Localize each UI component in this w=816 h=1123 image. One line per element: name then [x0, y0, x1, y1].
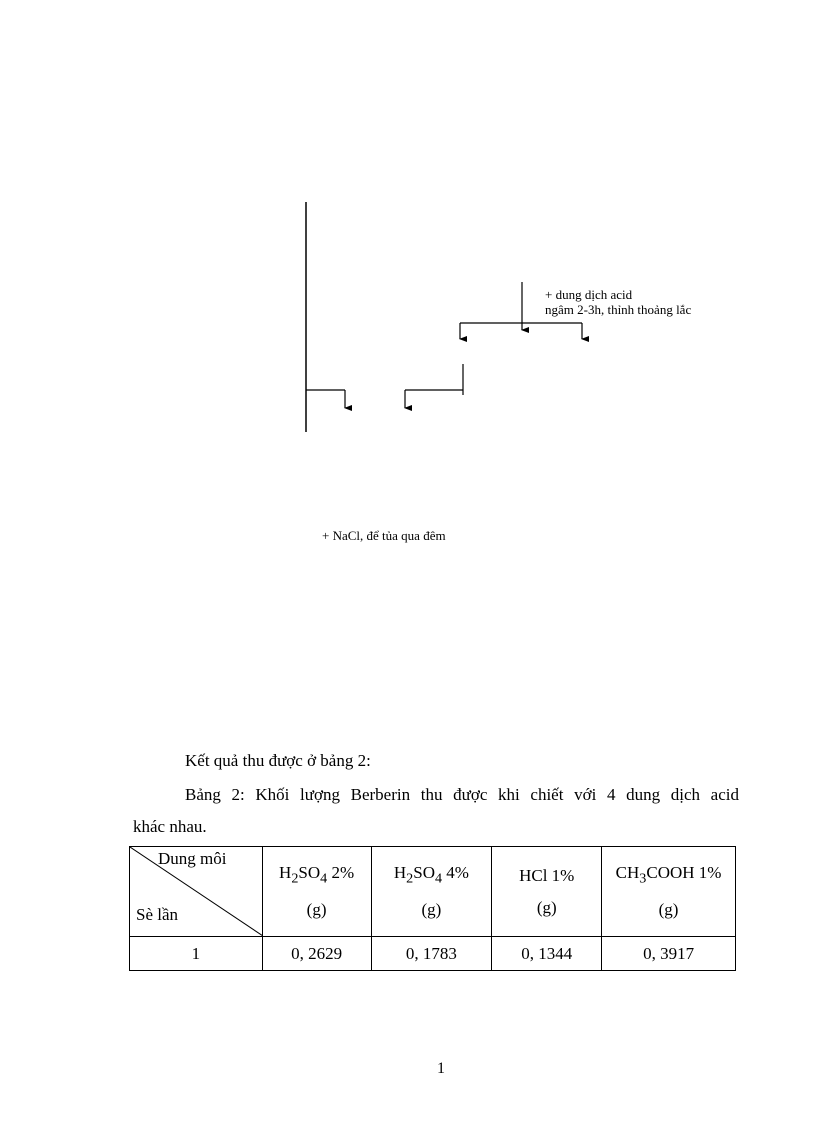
table-caption: Bảng 2: Khối lượng Berberin thu được khi chiết với 4 dung dịch acid [185, 785, 739, 804]
col-header-h2so4-2 [262, 847, 371, 937]
table-cell: 0, 3917 [602, 937, 736, 971]
corner-label-solvent: Dung môi [158, 849, 227, 868]
table-cell: 0, 2629 [262, 937, 371, 971]
col-header-formula: $H_2SO_4$ 4% [393, 862, 469, 887]
table-cell: 0, 1344 [492, 937, 602, 971]
results-table [129, 846, 736, 971]
results-intro: Kết quả thu được ở bảng 2: [185, 751, 371, 770]
col-header-ch3cooh-1 [602, 847, 736, 937]
table-header-row [130, 847, 736, 937]
col-header-unit: (g) [421, 900, 442, 920]
corner-label-times: Sè lần [136, 905, 179, 924]
table-row [130, 937, 736, 971]
col-header-formula: $CH_3COOH$ 1% [615, 862, 722, 887]
table-caption-continued: khác nhau. [133, 817, 207, 836]
col-header-unit: (g) [306, 900, 327, 920]
row-label: 1 [130, 937, 263, 971]
col-header-unit: (g) [536, 897, 557, 917]
col-header-formula: $H_2SO_4$ 2% [279, 862, 355, 887]
extraction-flow-diagram [0, 0, 816, 560]
corner-cell [130, 847, 263, 937]
table-cell: 0, 1783 [371, 937, 492, 971]
col-header-formula: HCl 1% [519, 865, 575, 885]
nacl-note: + NaCl, để tủa qua đêm [322, 528, 446, 543]
acid-note-line2: ngâm 2-3h, thỉnh thoảng lắc [545, 302, 692, 317]
col-header-unit: (g) [658, 900, 679, 920]
acid-note-line1: + dung dịch acid [545, 287, 633, 302]
col-header-h2so4-4 [371, 847, 492, 937]
col-header-hcl-1 [492, 847, 602, 937]
acid-note [545, 287, 691, 317]
page-number: 1 [437, 1060, 445, 1077]
